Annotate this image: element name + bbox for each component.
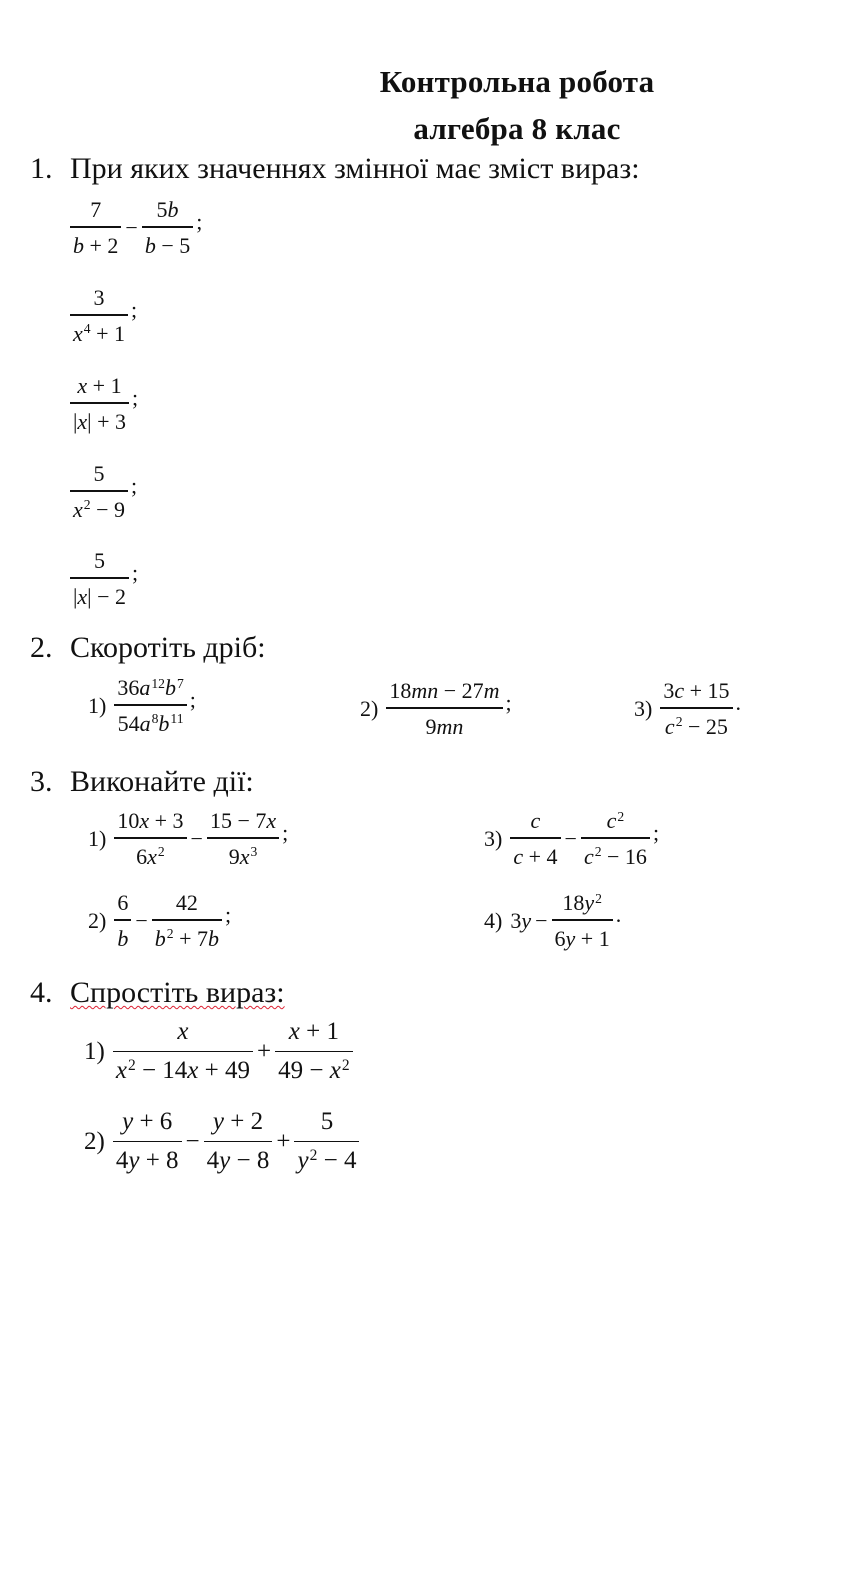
task-number: 3.	[30, 765, 53, 798]
task-1-heading	[30, 152, 640, 186]
fraction: $\frac{x}{x^2 - 14x + 49}$	[113, 1018, 253, 1086]
item-label: 2)	[88, 907, 107, 933]
punctuation: .	[735, 689, 742, 715]
item-label: 1)	[88, 825, 107, 851]
fraction: $\frac{5}{y^2 - 4}$	[294, 1108, 359, 1176]
fraction: $\frac{3c + 15}{c^2 - 25}$	[660, 678, 732, 739]
punctuation: ;	[224, 901, 232, 927]
fraction: $\frac{y + 2}{4y - 8}$	[204, 1108, 273, 1176]
fraction: $\frac{y + 6}{4y + 8}$	[113, 1108, 182, 1176]
fraction: $\frac{15 - 7x}{9x^3}$	[207, 808, 279, 869]
item-label: 3)	[484, 825, 503, 851]
fraction: $\frac{5b}{b - 5}$	[142, 197, 193, 258]
fraction: $\frac{18mn - 27m}{9mn}$	[386, 678, 502, 739]
punctuation: ;	[131, 296, 138, 322]
punctuation: .	[615, 901, 622, 927]
task-2-item-3	[634, 678, 741, 739]
task-2-item-2	[360, 678, 512, 739]
task-1-expression-3	[70, 373, 138, 434]
item-label: 2)	[84, 1128, 105, 1156]
punctuation: ;	[131, 384, 139, 410]
punctuation: ;	[652, 819, 660, 845]
task-number: 1.	[30, 152, 53, 185]
page-subtitle: алгебра 8 клас	[413, 111, 621, 146]
task-1-expression-4	[70, 461, 137, 522]
task-3-heading	[30, 765, 254, 799]
task-4-heading	[30, 976, 285, 1010]
item-label: 1)	[88, 692, 107, 718]
task-1-expression-5	[70, 548, 138, 609]
punctuation: ;	[196, 208, 203, 234]
task-2-heading	[30, 631, 266, 665]
punctuation: ;	[282, 819, 289, 845]
fraction: $\frac{5}{|x| - 2}$	[70, 548, 129, 609]
task-1-expression-1: $\frac{7}{b + 2}$ − $\frac{5b}{b - 5}$ ;	[70, 197, 202, 258]
fraction: $\frac{x + 1}{|x| + 3}$	[70, 373, 129, 434]
task-text: Скоротіть дріб:	[70, 631, 266, 664]
task-1-expression-2	[70, 285, 137, 346]
fraction: $\frac{x + 1}{49 - x^2}$	[275, 1018, 352, 1086]
task-text: Виконайте дії:	[70, 765, 254, 798]
fraction: $\frac{36a^{12}b^7}{54a^8b^{11}}$	[114, 675, 186, 736]
fraction: $\frac{c^2}{c^2 - 16}$	[581, 808, 650, 869]
task-3-item-3: 3) $\frac{c}{c + 4}$ − $\frac{c^2}{c^2 - 16}$ ;	[484, 808, 660, 869]
punctuation: ;	[189, 686, 196, 712]
fraction: $\frac{c}{c + 4}$	[510, 808, 560, 869]
item-label: 2)	[360, 695, 379, 721]
fraction: $\frac{6}{b}$	[114, 890, 131, 951]
task-4-item-1: 1) $\frac{x}{x^2 - 14x + 49}$ + $\frac{x + 1}{49 - x^2}$	[84, 1018, 353, 1086]
punctuation: ;	[131, 472, 138, 498]
task-2-item-1	[88, 675, 196, 736]
fraction: $\frac{42}{b^2 + 7b}$	[152, 890, 222, 951]
fraction: $\frac{18y^2}{6y + 1}$	[552, 890, 613, 951]
page-title: Контрольна робота	[379, 64, 655, 99]
item-label: 4)	[484, 907, 503, 933]
task-number: 2.	[30, 631, 53, 664]
task-3-item-2: 2) $\frac{6}{b}$ − $\frac{42}{b^2 + 7b}$ ;	[88, 890, 232, 951]
fraction: $\frac{7}{b + 2}$	[70, 197, 121, 258]
task-3-item-1: 1) $\frac{10x + 3}{6x^2}$ − $\frac{15 - 7x}{9x^3}$ ;	[88, 808, 289, 869]
task-4-item-2: 2) $\frac{y + 6}{4y + 8}$ − $\frac{y + 2}{4y - 8}$ + $\frac{5}{y^2 - 4}$	[84, 1108, 359, 1176]
fraction: $\frac{3}{x^4 + 1}$	[70, 285, 128, 346]
item-label: 1)	[84, 1038, 105, 1066]
task-number: 4.	[30, 976, 53, 1009]
fraction: $\frac{10x + 3}{6x^2}$	[114, 808, 186, 869]
punctuation: ;	[505, 689, 512, 715]
task-text: При яких значеннях змінної має зміст вираз:	[70, 152, 640, 185]
item-label: 3)	[634, 695, 653, 721]
task-3-item-4: 4) 3y − $\frac{18y^2}{6y + 1}$ .	[484, 890, 622, 951]
task-text: Спростіть вираз:	[70, 976, 285, 1009]
fraction: $\frac{5}{x^2 - 9}$	[70, 461, 128, 522]
punctuation: ;	[131, 559, 139, 585]
